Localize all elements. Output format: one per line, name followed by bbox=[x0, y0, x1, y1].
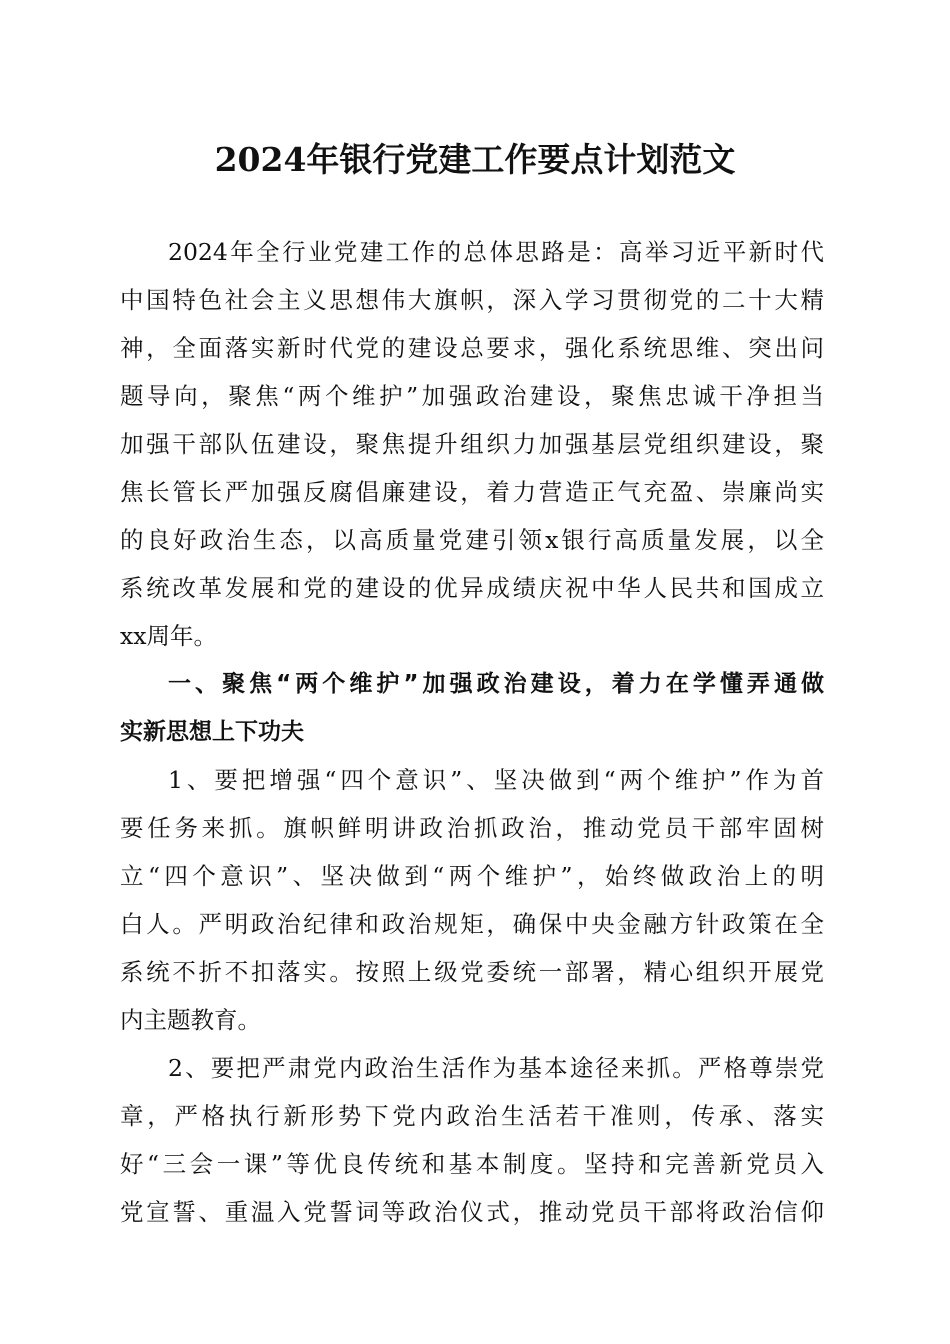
document-title: 2024年银行党建工作要点计划范文 bbox=[214, 140, 736, 179]
item1-line: 系统不折不扣落实。按照上级党委统一部署，精心组织开展党 bbox=[120, 958, 824, 986]
item1-line: 立“四个意识”、坚决做到“两个维护”，始终做政治上的明 bbox=[120, 862, 824, 890]
intro-line: 题导向，聚焦“两个维护”加强政治建设，聚焦忠诚干净担当 bbox=[120, 382, 824, 410]
item2-line: 2、要把严肃党内政治生活作为基本途径来抓。严格尊崇党 bbox=[168, 1054, 824, 1082]
item2-line: 党宣誓、重温入党誓词等政治仪式，推动党员干部将政治信仰 bbox=[120, 1198, 824, 1226]
item1-line: 白人。严明政治纪律和政治规矩，确保中央金融方针政策在全 bbox=[120, 910, 824, 938]
item2-line: 好“三会一课”等优良传统和基本制度。坚持和完善新党员入 bbox=[120, 1150, 824, 1178]
intro-line: 系统改革发展和党的建设的优异成绩庆祝中华人民共和国成立 bbox=[120, 574, 824, 602]
item1-line: 内主题教育。 bbox=[120, 1006, 261, 1034]
section-heading-line: 实新思想上下功夫 bbox=[120, 719, 304, 745]
intro-line: xx周年。 bbox=[120, 622, 218, 650]
intro-line: 的良好政治生态，以高质量党建引领x银行高质量发展，以全 bbox=[120, 526, 824, 554]
section-heading-line: 一、聚焦“两个维护”加强政治建设，着力在学懂弄通做 bbox=[168, 671, 824, 697]
intro-line: 2024年全行业党建工作的总体思路是：高举习近平新时代 bbox=[168, 238, 824, 266]
intro-line: 焦长管长严加强反腐倡廉建设，着力营造正气充盈、崇廉尚实 bbox=[120, 478, 824, 506]
item1-line: 要任务来抓。旗帜鲜明讲政治抓政治，推动党员干部牢固树 bbox=[120, 814, 824, 842]
intro-line: 加强干部队伍建设，聚焦提升组织力加强基层党组织建设，聚 bbox=[120, 430, 824, 458]
item2-line: 章，严格执行新形势下党内政治生活若干准则，传承、落实 bbox=[120, 1102, 824, 1130]
item1-line: 1、要把增强“四个意识”、坚决做到“两个维护”作为首 bbox=[168, 766, 824, 794]
intro-line: 神，全面落实新时代党的建设总要求，强化系统思维、突出问 bbox=[120, 334, 824, 362]
intro-line: 中国特色社会主义思想伟大旗帜，深入学习贯彻党的二十大精 bbox=[120, 286, 824, 314]
